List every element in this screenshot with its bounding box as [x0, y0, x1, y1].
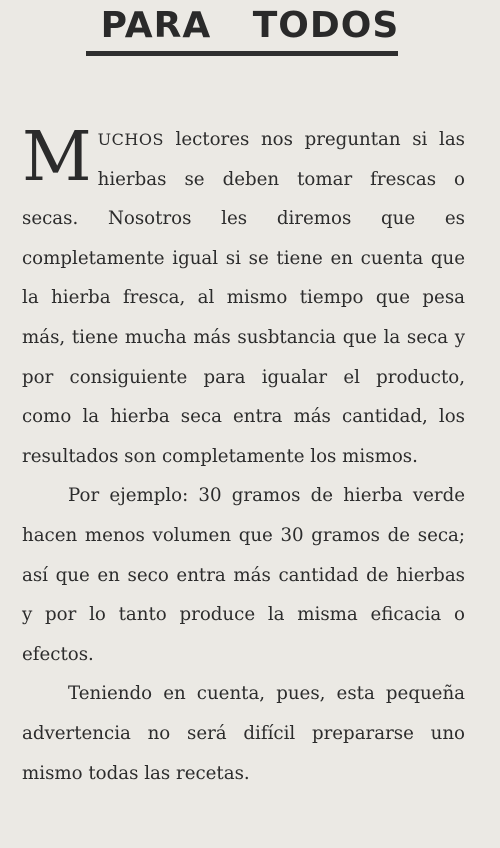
first-word: UCHOS	[97, 130, 164, 149]
paragraph-1	[22, 120, 465, 476]
paragraph-2: Por ejemplo: 30 gramos de hierba verde hacen menos volumen que 30 gramos de seca; así que en seco entra más cantidad de hierbas y por lo tanto produce la misma eficacia o efectos.	[22, 485, 465, 665]
page-title: PARA TODOS	[100, 5, 400, 46]
title-underline	[86, 51, 398, 56]
paragraph-1-text: lectores nos preguntan si las hierbas se deben tomar frescas o secas. Nosotros les diremos que es completamente igual si se tiene en cuenta que la hierba fresca, al mismo tiempo que pesa más, tiene mucha más susbtancia que la seca y por consiguiente para igualar el producto, como la hierba seca entra más cantidad, los resultados son completamente los mismos.	[22, 129, 465, 467]
paragraph-3: Teniendo en cuenta, pues, esta pequeña advertencia no será difícil prepararse uno mismo todas las recetas.	[22, 683, 465, 784]
article-body	[22, 120, 465, 793]
drop-cap: M	[22, 118, 92, 197]
